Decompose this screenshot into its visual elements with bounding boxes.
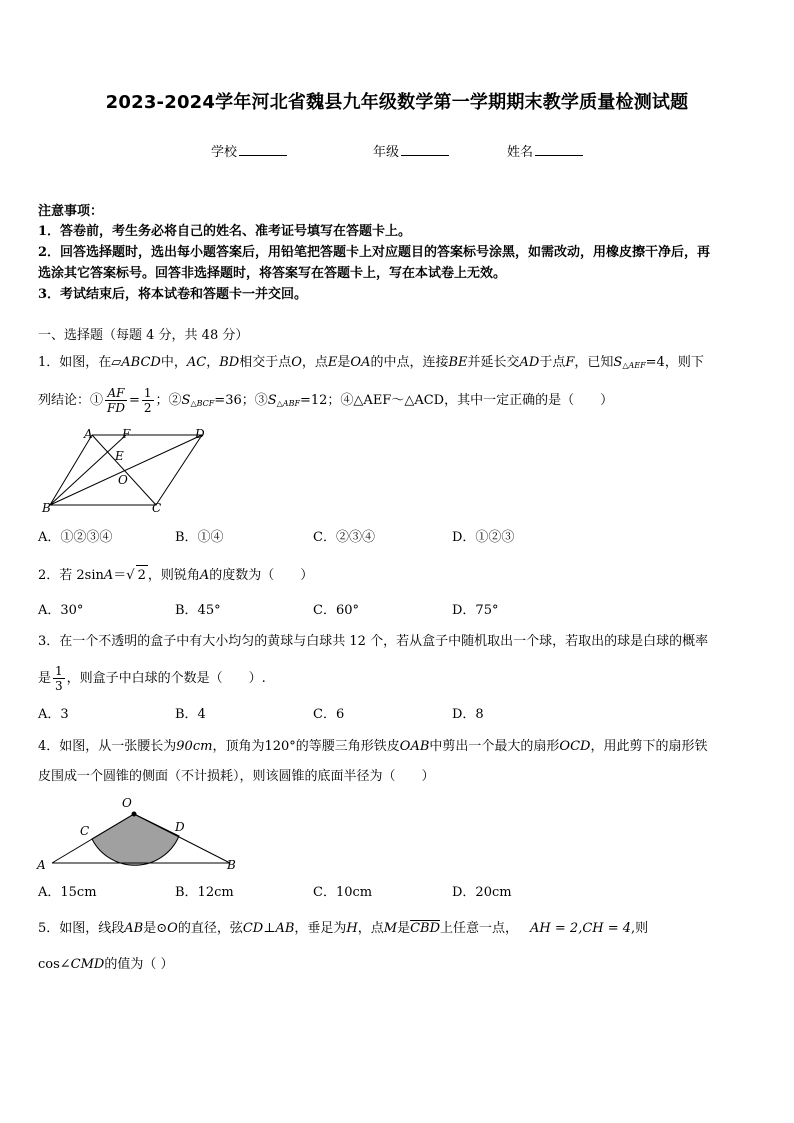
q1-stem-line1: 1．如图，在▱ABCD中，AC，BD相交于点O，点E是OA的中点，连接BE并延长交AD于点F，已知$S_{\triangle AEF}=4$，则下	[38, 355, 704, 370]
grade-field: 年级	[373, 141, 449, 160]
fraction-one-third: $\frac{1}{3}$	[55, 664, 63, 693]
name-blank[interactable]	[535, 143, 583, 156]
notice-heading: 注意事项：	[38, 204, 104, 219]
label-O: O	[118, 473, 128, 487]
notice-item-3: 3．考试结束后，将本试卷和答题卡一并交回。	[38, 287, 308, 302]
label-C: C	[152, 501, 162, 515]
fraction-one-half: $\frac{1}{2}$	[143, 386, 152, 415]
name-field: 姓名	[507, 141, 583, 160]
school-blank[interactable]	[239, 143, 287, 156]
section-heading: 一、选择题（每题 4 分，共 48 分）	[38, 328, 249, 343]
q5-stem-line2: cos∠CMD的值为（ ）	[38, 957, 174, 972]
q1-option-b[interactable]: B．①④	[175, 530, 224, 545]
q1-option-a[interactable]: A．①②③④	[38, 530, 113, 545]
label-O: O	[122, 796, 132, 810]
q2-option-b[interactable]: B．45°	[175, 603, 221, 618]
q1-stem-line2: 列结论：① $\frac{AF}{FD}$ = $\frac{1}{2}$ ；$②S_{\triangle BCF}=36$；$③S_{\triangle ABF}=12$；④△AEF～△ACD，其中一定正确的是（ ）	[38, 386, 614, 415]
school-field: 学校	[211, 141, 287, 160]
q4-triangle-sector-figure	[34, 795, 244, 873]
q1-option-c[interactable]: C．②③④	[313, 530, 375, 545]
vertex-dot-O	[132, 812, 137, 817]
q2-option-a[interactable]: A．30°	[38, 603, 84, 618]
q2-option-d[interactable]: D．75°	[452, 603, 499, 618]
label-B: B	[227, 858, 236, 872]
sector-OCD	[92, 814, 179, 865]
sqrt-symbol: √	[126, 568, 135, 583]
label-A: A	[37, 858, 46, 872]
arc-cbd: $\overline{CBD}$	[410, 921, 441, 936]
label-B: B	[42, 501, 51, 515]
q3-stem-line1: 3．在一个不透明的盒子中有大小均匀的黄球与白球共 12 个，若从盒子中随机取出一个球，若取出的球是白球的概率	[38, 634, 709, 649]
notice-item-2: 2．回答选择题时，选出每小题答案后，用铅笔把答题卡上对应题目的答案标号涂黑，如需改动，用橡皮擦干净后，再	[38, 245, 711, 260]
q2-option-c[interactable]: C．60°	[313, 603, 359, 618]
q4-option-b[interactable]: B．12cm	[175, 885, 234, 900]
q1-parallelogram-figure	[38, 424, 218, 516]
notice-item-2-cont: 选涂其它答案标号。回答非选择题时，将答案写在答题卡上，写在本试卷上无效。	[38, 266, 507, 281]
q2-stem: 2．若 2sinA＝√ 2 ，则锐角A的度数为（ ）	[38, 565, 313, 586]
q3-option-a[interactable]: A．3	[38, 707, 69, 722]
notice-item-1: 1．答卷前，考生务必将自己的姓名、准考证号填写在答题卡上。	[38, 224, 412, 239]
q4-option-a[interactable]: A．15cm	[38, 885, 97, 900]
fraction-af-fd: $\frac{AF}{FD}$	[107, 386, 125, 415]
label-E: E	[115, 449, 124, 463]
q3-option-c[interactable]: C．6	[313, 707, 345, 722]
q3-option-b[interactable]: B．4	[175, 707, 206, 722]
q3-stem-line2: 是 $\frac{1}{3}$ ，则盒子中白球的个数是（ ）.	[38, 664, 266, 693]
label-D: D	[175, 820, 185, 834]
q3-option-d[interactable]: D．8	[452, 707, 484, 722]
q5-stem-line1: 5．如图，线段AB是⊙O的直径，弦CD⊥AB，垂足为H，点M是$\overline{CBD}$上任意一点， AH = 2,CH = 4,则	[38, 921, 649, 936]
q4-option-d[interactable]: D．20cm	[452, 885, 512, 900]
q1-option-d[interactable]: D．①②③	[452, 530, 515, 545]
grade-blank[interactable]	[401, 143, 449, 156]
exam-title: 2023-2024学年河北省魏县九年级数学第一学期期末教学质量检测试题	[105, 92, 689, 113]
label-F: F	[122, 427, 131, 441]
label-A: A	[84, 427, 93, 441]
q4-stem-line1: 4．如图，从一张腰长为90cm，顶角为120°的等腰三角形铁皮OAB中剪出一个最大的扇形OCD，用此剪下的扇形铁	[38, 739, 708, 754]
q4-option-c[interactable]: C．10cm	[313, 885, 373, 900]
q4-stem-line2: 皮围成一个圆锥的侧面（不计损耗），则该圆锥的底面半径为（ ）	[38, 769, 435, 784]
label-C: C	[80, 824, 90, 838]
label-D: D	[195, 427, 205, 441]
